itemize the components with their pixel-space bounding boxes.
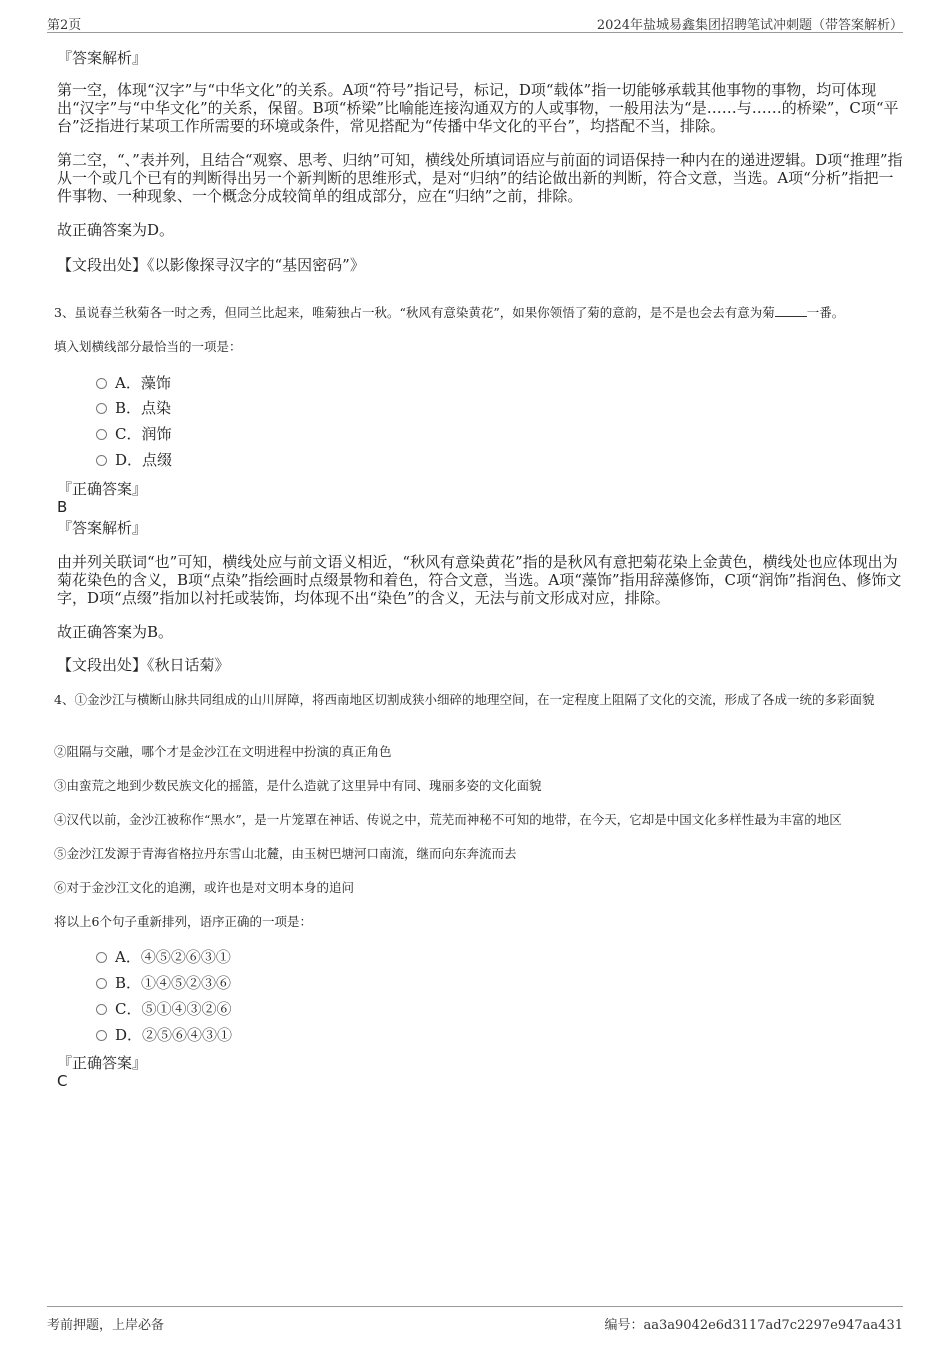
q4-sentence-1: 4、①金沙江与横断山脉共同组成的山川屏障，将西南地区切割成狭小细碎的地理空间，在一定程度上阻隔了文化的交流，形成了各成一统的多彩面貌 (54, 692, 875, 707)
footer-slogan: 考前押题，上岸必备 (47, 1318, 165, 1333)
q3-option-b[interactable]: B．点染 (96, 399, 171, 417)
q4-sentence-5: ⑤金沙江发源于青海省格拉丹东雪山北麓，由玉树巴塘河口南流，继而向东奔流而去 (54, 846, 517, 861)
q4-sentence-2: ②阻隔与交融，哪个才是金沙江在文明进程中扮演的真正角色 (54, 744, 392, 759)
q4-option-b[interactable]: B．①④⑤②③⑥ (96, 974, 231, 992)
radio-icon[interactable] (96, 978, 107, 989)
q3-option-a[interactable]: A．藻饰 (96, 374, 171, 392)
q3-option-c[interactable]: C．润饰 (96, 425, 171, 443)
q4-option-a[interactable]: A．④⑤②⑥③① (96, 948, 231, 966)
q4-prompt: 将以上6个句子重新排列，语序正确的一项是： (54, 914, 312, 929)
document-title: 2024年盐城易鑫集团招聘笔试冲刺题（带答案解析） (596, 18, 903, 33)
q3-prompt: 填入划横线部分最恰当的一项是： (54, 339, 242, 354)
q3-analysis: 由并列关联词“也”可知，横线处应与前文语义相近，“秋风有意染黄花”指的是秋风有意把菊花染上金黄色，横线处也应体现出为菊花染色的含义，B项“点染”指绘画时点缀景物和着色，符合文意，当选。A项“藻饰”指用辞藻修饰，C项“润饰”指润色、修饰文字，D项“点缀”指加以衬托或装饰，均体现不出“染色”的含义，无法与前文形成对应，排除。 (57, 553, 902, 607)
q4-sentence-4: ④汉代以前，金沙江被称作“黑水”，是一片笼罩在神话、传说之中，荒芜而神秘不可知的地带，在今天，它却是中国文化多样性最为丰富的地区 (54, 812, 842, 827)
q3-source: 【文段出处】《秋日话菊》 (57, 656, 230, 674)
radio-icon[interactable] (96, 378, 107, 389)
q2-analysis-para2: 第二空，“、”表并列，且结合“观察、思考、归纳”可知，横线处所填词语应与前面的词语保持一种内在的递进逻辑。D项“推理”指从一个或几个已有的判断得出另一个新判断的思维形式，是对“归纳”的结论做出新的判断，符合文意，当选。A项“分析”指把一件事物、一种现象、一个概念分成较简单的组成部分，应在“归纳”之前，排除。 (57, 151, 903, 205)
q3-stem-before: 3、虽说春兰秋菊各一时之秀，但同兰比起来，唯菊独占一秋。“秋风有意染黄花”，如果你领悟了菊的意韵，是不是也会去有意为菊 (54, 305, 775, 320)
q3-analysis-heading: 『答案解析』 (57, 519, 148, 537)
radio-icon[interactable] (96, 455, 107, 466)
q4-option-d[interactable]: D．②⑤⑥④③① (96, 1026, 232, 1044)
footer-code: 编号：aa3a9042e6d3117ad7c2297e947aa431 (604, 1318, 903, 1333)
q3-stem (54, 302, 906, 324)
q2-conclusion: 故正确答案为D。 (57, 221, 175, 239)
q2-source: 【文段出处】《以影像探寻汉字的“基因密码”》 (57, 256, 365, 274)
q2-analysis-para1: 第一空，体现“汉字”与“中华文化”的关系。A项“符号”指记号，标记，D项“载体”指一切能够承载其他事物的事物，均可体现出“汉字”与“中华文化”的关系，保留。B项“桥梁”比喻能连接沟通双方的人或事物，一般用法为“是……与……的桥梁”，C项“平台”泛指进行某项工作所需要的环境或条件，常见搭配为“传播中华文化的平台”，均搭配不当，排除。 (57, 81, 899, 135)
radio-icon[interactable] (96, 403, 107, 414)
radio-icon[interactable] (96, 1004, 107, 1015)
q3-blank (775, 304, 807, 317)
page-header (47, 14, 903, 33)
radio-icon[interactable] (96, 1030, 107, 1041)
radio-icon[interactable] (96, 952, 107, 963)
q3-option-d[interactable]: D．点缀 (96, 451, 172, 469)
q4-sentence-6: ⑥对于金沙江文化的追溯，或许也是对文明本身的追问 (54, 880, 355, 895)
page-footer (47, 1306, 903, 1337)
q3-conclusion: 故正确答案为B。 (57, 623, 174, 641)
q4-sentence-3: ③由蛮荒之地到少数民族文化的摇篮，是什么造就了这里异中有同、瑰丽多姿的文化面貌 (54, 778, 542, 793)
q3-correct-answer: B (57, 498, 68, 516)
q4-option-c[interactable]: C．⑤①④③②⑥ (96, 1000, 231, 1018)
q4-correct-heading: 『正确答案』 (57, 1054, 148, 1072)
q4-correct-answer: C (57, 1072, 68, 1090)
q3-correct-heading: 『正确答案』 (57, 480, 148, 498)
radio-icon[interactable] (96, 429, 107, 440)
page-number: 第2页 (47, 18, 82, 33)
q3-stem-after: 一番。 (806, 305, 845, 320)
q2-analysis-heading: 『答案解析』 (57, 49, 148, 67)
